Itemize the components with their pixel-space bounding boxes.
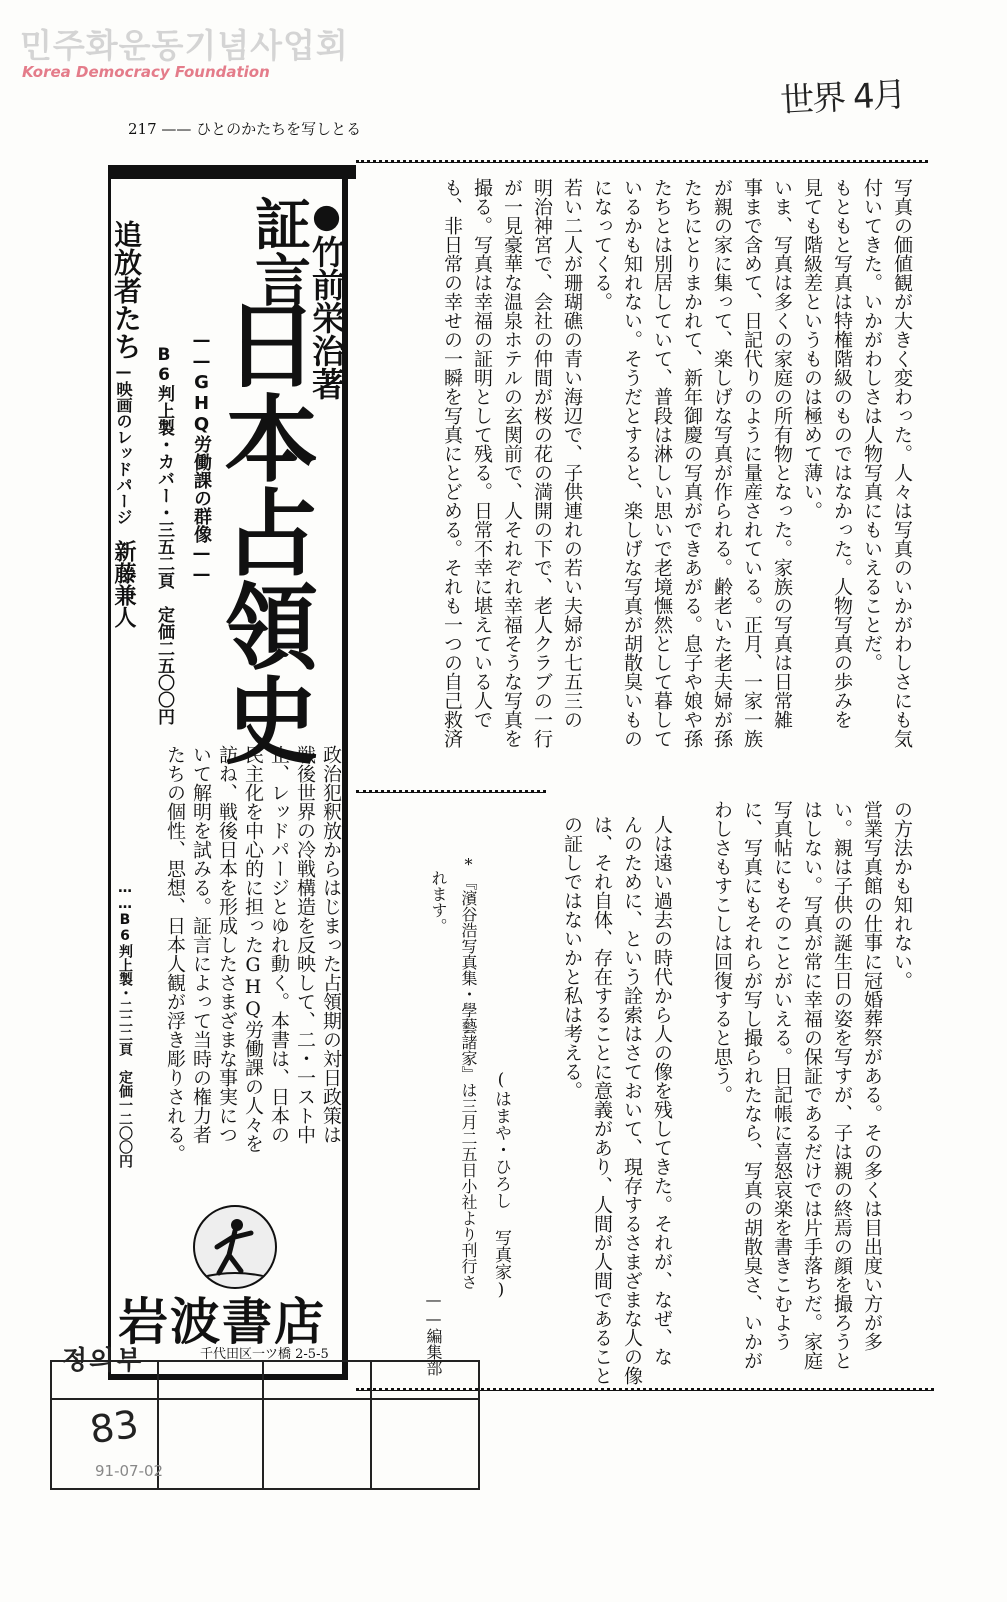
article-line: い。親は子供の誕生日の姿を写すが、子は親の終焉の顔を撮ろうと bbox=[831, 800, 853, 1370]
ad-description-line: たちの個性、思想、日本人観が浮き彫りされる。 bbox=[164, 745, 186, 1163]
ad-title-line2: 日本占領史 bbox=[208, 296, 317, 766]
article-line: も、非日常の幸せの一瞬を写真にとどめる。それも一つの自己救済 bbox=[441, 178, 463, 748]
publisher-address: 千代田区一ツ橋 2-5-5 bbox=[200, 1347, 329, 1362]
article-line: 写真の価値観が大きく変わった。人々は写真のいかがわしさにも気 bbox=[891, 178, 913, 748]
article-line: が親の家に集って、楽しげな写真が作られる。齢老いた老夫婦が孫 bbox=[711, 178, 733, 748]
article-line: 写真帖にもそのことがいえる。日記帳に喜怒哀楽を書きこむよう bbox=[771, 800, 793, 1351]
article-line: もともと写真は特権階級のものではなかった。人物写真の歩みを bbox=[831, 178, 853, 729]
stamp-label: 정의부 bbox=[62, 1346, 144, 1376]
footnote-line: *『濱谷浩写真集・學藝諸家』は三月二五日小社より刊行さ bbox=[459, 855, 478, 1290]
article-line: いるかも知れない。そうだとすると、楽しげな写真が胡散臭いもの bbox=[621, 178, 643, 748]
article-line: は、それ自体、存在することに意義があり、人間が人間であること bbox=[591, 815, 613, 1385]
ad2-title: 追放者たち bbox=[110, 220, 143, 360]
article-line: はしない。写真が常に幸福の保証であるだけでは片手落ちだ。家庭 bbox=[801, 800, 823, 1370]
article-line: たちとは別居していて、普段は淋しい思いで老境憮然として暮して bbox=[651, 178, 673, 748]
ad-description-line: いて解明を試みる。証言によって当時の権力者 bbox=[190, 745, 212, 1144]
ad2-subtitle: —映画のレッドパージ bbox=[114, 362, 133, 525]
advertisement-top-bar bbox=[108, 165, 356, 179]
article-line: の方法かも知れない。 bbox=[891, 800, 913, 990]
footnote-editor: ——編集部 bbox=[424, 1290, 443, 1376]
footnote-line: れます。 bbox=[429, 870, 448, 934]
article-line: の証しではないかと私は考える。 bbox=[561, 815, 583, 1100]
ad-author: ●竹前栄治著 bbox=[307, 196, 346, 400]
article-line: 見ても階級差というものは極めて薄い。 bbox=[801, 178, 823, 520]
ad-description-line: 民主化を中心的に担ったGHQ労働課の人々を bbox=[242, 745, 264, 1153]
publisher-logo-icon bbox=[193, 1205, 277, 1289]
ad-description-line: 政治犯釈放からはじまった占領期の対日政策は bbox=[320, 745, 342, 1144]
article-line: 若い二人が珊瑚礁の青い海辺で、子供連れの若い夫婦が七五三の bbox=[561, 178, 583, 729]
handwritten-code: 83 bbox=[87, 1401, 142, 1453]
author-credit: (はまや・ひろし 写真家) bbox=[491, 1070, 511, 1300]
article-line: 付いてきた。いかがわしさは人物写真にもいえることだ。 bbox=[861, 178, 883, 672]
article-line: 明治神宮で、会社の仲間が桜の花の満開の下で、老人クラブの一行 bbox=[531, 178, 553, 748]
ad2-spec: ……B6判上製・二二二頁 定価一二〇〇円 bbox=[117, 880, 133, 1168]
article-line: 営業写真館の仕事に冠婚葬祭がある。その多くは目出度い方が多 bbox=[861, 800, 883, 1351]
handwritten-note-top: 世界 4月 bbox=[779, 74, 906, 122]
article-line: 人は遠い過去の時代から人の像を残してきた。それが、なぜ、な bbox=[651, 815, 673, 1366]
article-line: になってくる。 bbox=[591, 178, 613, 311]
article-line: に、写真にもそれらが写し撮られたなら、写真の胡散臭さ、いかが bbox=[741, 800, 763, 1370]
article-line: いま、写真は多くの家庭の所有物となった。家族の写真は日常雑 bbox=[771, 178, 793, 729]
watermark-korean: 민주화운동기념사업회 bbox=[20, 26, 349, 65]
page-header: 217 —— ひとのかたちを写しとる bbox=[128, 120, 362, 138]
article-line: わしさもすこしは回復すると思う。 bbox=[711, 800, 733, 1104]
ad-description-line: 訪ね、戦後日本を形成したさまざまな事実につ bbox=[216, 745, 238, 1144]
ad-description-line: 止、レッドパージとゆれ動く。本書は、日本の bbox=[268, 745, 290, 1144]
watermark-english: Korea Democracy Foundation bbox=[22, 63, 270, 81]
article-line: が一見豪華な温泉ホテルの玄関前で、人それぞれ幸福そうな写真を bbox=[501, 178, 523, 748]
ad-title-line1: 証言 bbox=[246, 195, 311, 307]
ad2-author: 新藤兼人 bbox=[111, 540, 136, 628]
article-line: んのために、という詮索はさておいて、現存するさまざまな人の像 bbox=[621, 815, 643, 1385]
handwritten-date: 91-07-02 bbox=[95, 1462, 164, 1480]
article-line: たちにとりまかれて、新年御慶の写真ができあがる。息子や娘や孫 bbox=[681, 178, 703, 748]
rule-middle bbox=[356, 790, 546, 793]
ad-spec: B6判上製・カバー・三五二頁 定価二五〇〇円 bbox=[154, 345, 174, 725]
sower-figure-icon bbox=[195, 1207, 275, 1287]
article-line: 撮る。写真は幸福の証明として残る。日常不幸に堪えている人で bbox=[471, 178, 493, 729]
article-line: 事まで含めて、日記代りのように量産されている。正月、一家一族 bbox=[741, 178, 763, 748]
publisher-name: 岩波書店 bbox=[118, 1293, 326, 1351]
ad-description-line: 戦後世界の冷戦構造を反映して、二・一スト中 bbox=[294, 745, 316, 1144]
rule-top bbox=[356, 160, 928, 163]
ad-subtitle: ——GHQ労働課の群像—— bbox=[191, 330, 212, 585]
